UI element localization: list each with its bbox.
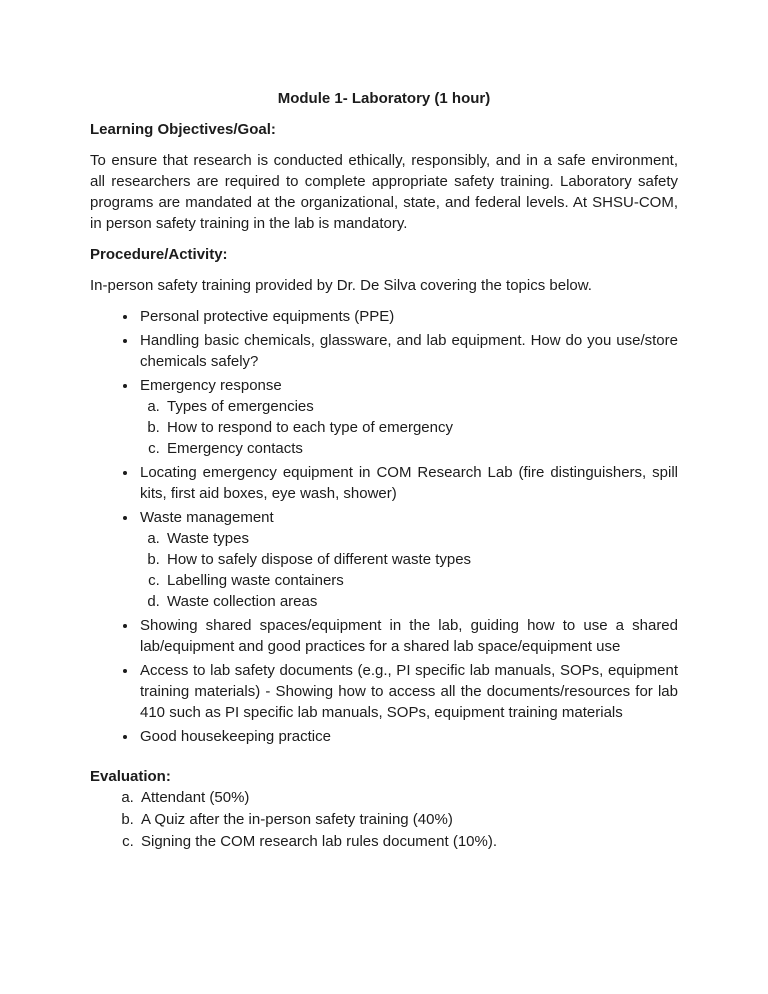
document-title: Module 1- Laboratory (1 hour) xyxy=(277,90,491,107)
sub-list xyxy=(140,528,678,612)
list-item xyxy=(138,660,678,723)
evaluation-heading: Evaluation: xyxy=(90,768,171,785)
objectives-heading: Learning Objectives/Goal: xyxy=(90,121,276,138)
list-item xyxy=(138,507,678,612)
list-item-text: Emergency response xyxy=(140,377,282,394)
sub-list-item: a. Waste types xyxy=(164,528,678,549)
list-item-text: Personal protective equipments (PPE) xyxy=(140,308,395,325)
list-item-text: Locating emergency equipment in COM Research Lab (fire distinguishers, spill kits, first aid boxes, eye wash, shower) xyxy=(140,464,678,502)
list-item xyxy=(138,330,678,372)
sub-list-item: c. Emergency contacts xyxy=(164,438,678,459)
list-item xyxy=(138,306,678,327)
list-item xyxy=(138,375,678,459)
objectives-paragraph: To ensure that research is conducted ethically, responsibly, and in a safe environment, all researchers are required to complete appropriate safety training. Laboratory safety programs are mandated at the organizational, state, and federal levels. At SHSU-COM, in person safety training in the lab is mandatory. xyxy=(90,152,678,232)
list-item xyxy=(138,462,678,504)
list-item-text: Good housekeeping practice xyxy=(140,728,331,745)
procedure-heading: Procedure/Activity: xyxy=(90,246,228,263)
list-item-text: Waste management xyxy=(140,509,274,526)
sub-list-item: b. How to safely dispose of different waste types xyxy=(164,549,678,570)
sub-list-item: b. How to respond to each type of emergency xyxy=(164,417,678,438)
evaluation-item: c. Signing the COM research lab rules document (10%). xyxy=(138,831,678,852)
sub-list-item: d. Waste collection areas xyxy=(164,591,678,612)
procedure-topics-list xyxy=(90,306,678,747)
evaluation-list xyxy=(90,787,678,852)
sub-list xyxy=(140,396,678,459)
list-item xyxy=(138,726,678,747)
evaluation-item: b. A Quiz after the in-person safety training (40%) xyxy=(138,809,678,830)
list-item-text: Handling basic chemicals, glassware, and lab equipment. How do you use/store chemicals safely? xyxy=(140,332,678,370)
evaluation-item: a. Attendant (50%) xyxy=(138,787,678,808)
sub-list-item: c. Labelling waste containers xyxy=(164,570,678,591)
list-item xyxy=(138,615,678,657)
procedure-intro: In-person safety training provided by Dr. De Silva covering the topics below. xyxy=(90,277,592,294)
list-item-text: Access to lab safety documents (e.g., PI specific lab manuals, SOPs, equipment training materials) - Showing how to access all the documents/resources for lab 410 such as PI specific lab manuals, SOPs, equipment training materials xyxy=(140,662,678,721)
evaluation-section xyxy=(90,766,678,852)
list-item-text: Showing shared spaces/equipment in the lab, guiding how to use a shared lab/equipment and good practices for a shared lab space/equipment use xyxy=(140,617,678,655)
sub-list-item: a. Types of emergencies xyxy=(164,396,678,417)
